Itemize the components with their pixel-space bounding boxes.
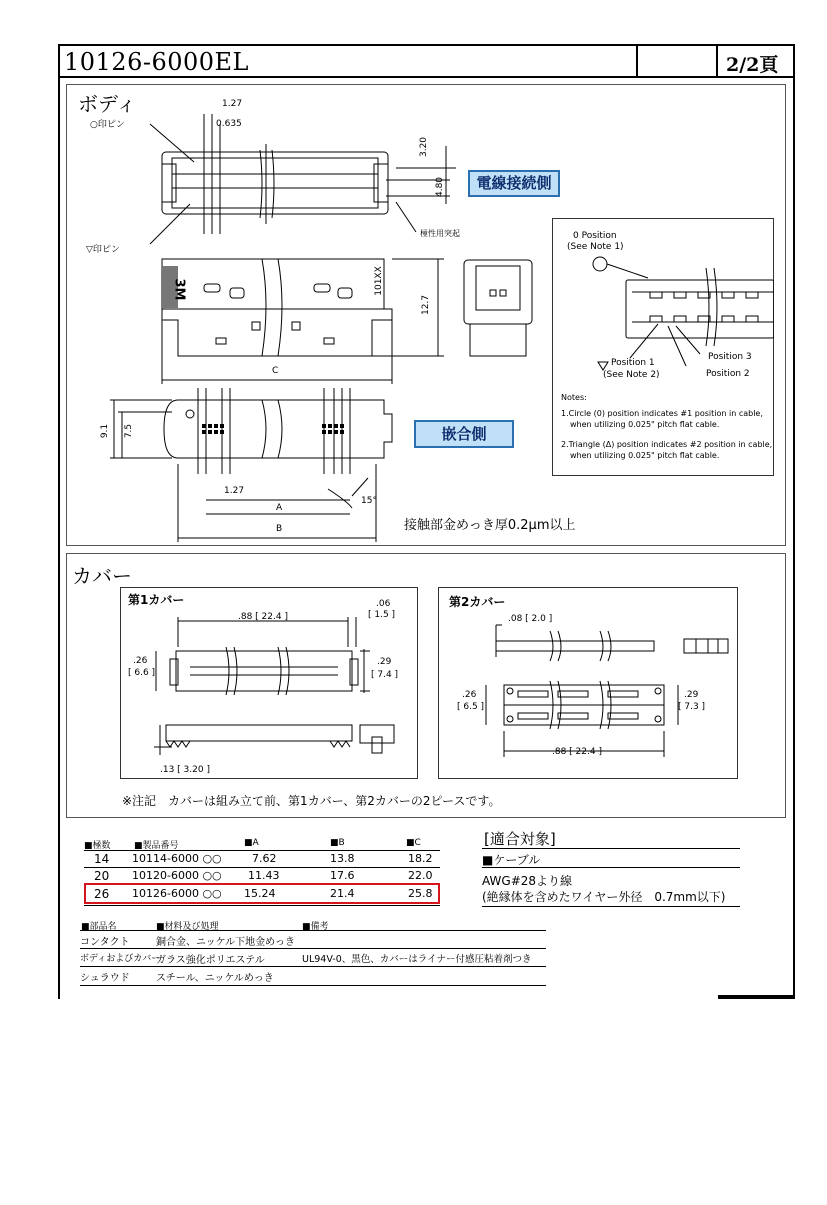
cell-a: 11.43 <box>248 869 280 882</box>
cell-c: 18.2 <box>408 852 433 865</box>
cell-part: 10120-6000 ○○ <box>132 869 222 882</box>
cell-part-name: シュラウド <box>80 973 130 984</box>
cover2-dim-88: .88 [ 22.4 ] <box>552 747 602 757</box>
cover2-dim-6-5: [ 6.5 ] <box>457 702 485 712</box>
cell-a: 15.24 <box>244 887 276 900</box>
table-row <box>80 933 546 949</box>
page-number: 2/2頁 <box>726 54 779 76</box>
marking-label: 101XX <box>373 266 384 296</box>
part-number-title: 10126-6000EL <box>64 48 249 76</box>
wire-side-label: 電線接続側 <box>468 170 560 197</box>
pitch-bottom-dim: 1.27 <box>224 486 245 496</box>
cell-part: 10114-6000 ○○ <box>132 852 222 865</box>
dim-c: C <box>272 366 279 376</box>
half-pitch-dim: 0.635 <box>216 119 242 129</box>
circle-pin-label: ○印ピン <box>90 120 125 130</box>
polarity-label: 極性用突起 <box>420 229 460 238</box>
cover1-dim-26: .26 <box>133 656 148 666</box>
size-table-header-a: ■A <box>244 838 259 848</box>
dim-4-80: 4.80 <box>435 176 446 198</box>
plating-note: 接触部金めっき厚0.2μm以上 <box>404 518 576 533</box>
angle-dim: 15° <box>361 496 377 506</box>
frame-bottom-mark <box>718 995 795 999</box>
cover1-dim-88: .88 [ 22.4 ] <box>238 612 288 622</box>
pitch-dim: 1.27 <box>222 99 243 109</box>
cover1-dim-6-6: [ 6.6 ] <box>128 668 156 678</box>
dim-9-1: 9.1 <box>100 423 111 439</box>
material-header-remarks: ■備考 <box>302 922 329 932</box>
cell-material: スチール、ニッケルめっき <box>156 973 274 984</box>
cover1-title: 第1カバー <box>128 593 185 607</box>
cell-a: 7.62 <box>252 852 277 865</box>
title-divider <box>636 44 638 78</box>
applicable-line1: AWG#28より線 <box>482 874 573 888</box>
cover2-dim-08: .08 [ 2.0 ] <box>508 614 553 624</box>
material-header-part: ■部品名 <box>81 922 117 932</box>
cell-b: 21.4 <box>330 887 355 900</box>
cell-c: 25.8 <box>408 887 433 900</box>
applicable-category: ■ケーブル <box>482 853 541 867</box>
size-table-header-c: ■C <box>406 838 421 848</box>
table-row <box>80 969 546 985</box>
table-row <box>84 868 440 884</box>
cover1-dim-06: .06 <box>376 599 391 609</box>
cover2-dim-26: .26 <box>462 690 477 700</box>
applicable-title: [適合対象] <box>484 830 556 848</box>
highlight-row-box <box>84 883 440 904</box>
cell-poles: 14 <box>94 852 110 866</box>
cell-material: ガラス強化ポリエステル <box>156 955 265 966</box>
cell-b: 17.6 <box>330 869 355 882</box>
note1-ref: (See Note 1) <box>567 242 624 252</box>
cover2-dim-29: .29 <box>684 690 699 700</box>
cover2-title: 第2カバー <box>449 595 506 609</box>
cell-c: 22.0 <box>408 869 433 882</box>
dim-3-20: 3.20 <box>419 136 430 158</box>
title-divider <box>716 44 718 78</box>
size-table-header-b: ■B <box>330 838 345 848</box>
cover1-dim-13: .13 [ 3.20 ] <box>160 765 210 775</box>
position-1-label: Position 1 <box>611 358 655 368</box>
dim-a: A <box>276 503 283 513</box>
cover-note: ※注記 カバーは組み立て前、第1カバー、第2カバーの2ピースです。 <box>122 794 501 808</box>
note-1-line-b: when utilizing 0.025" pitch flat cable. <box>570 420 720 429</box>
position-0-label: 0 Position <box>573 231 617 241</box>
cover-section-title: カバー <box>72 564 132 588</box>
cell-b: 13.8 <box>330 852 355 865</box>
mating-side-label: 嵌合側 <box>414 420 514 448</box>
applicable-rule <box>482 848 740 849</box>
cell-poles: 20 <box>94 869 110 883</box>
note-2-line-a: 2.Triangle (Δ) position indicates #2 position in cable, <box>561 440 773 449</box>
notes-title: Notes: <box>561 393 587 402</box>
dim-7-5: 7.5 <box>124 423 135 439</box>
note-2-line-b: when utilizing 0.025" pitch flat cable. <box>570 451 720 460</box>
size-table-header-poles: ■極数 <box>84 841 111 851</box>
table-row <box>84 851 440 867</box>
applicable-rule <box>482 867 740 868</box>
cell-part: 10126-6000 ○○ <box>132 887 222 900</box>
cell-part-name: コンタクト <box>80 937 130 948</box>
applicable-rule <box>482 906 740 907</box>
table-row <box>80 951 546 967</box>
cell-material: 銅合金、ニッケル下地金めっき <box>156 937 295 948</box>
cover1-dim-29: .29 <box>377 657 392 667</box>
cell-remarks: UL94V-0、黒色、カバーはライナー付感圧粘着剤つき <box>302 954 532 965</box>
applicable-line2: (絶縁体を含めたワイヤー外径 0.7mm以下) <box>482 890 726 904</box>
note2-ref: (See Note 2) <box>603 370 660 380</box>
dim-b: B <box>276 524 283 534</box>
material-rule <box>80 985 546 986</box>
position-3-label: Position 3 <box>708 352 752 362</box>
size-table-rule <box>84 905 440 906</box>
size-table-header-part: ■製品番号 <box>134 841 179 851</box>
dim-12-7: 12.7 <box>421 294 432 316</box>
cell-part-name: ボディおよびカバー <box>80 954 161 964</box>
position-2-label: Position 2 <box>706 369 750 379</box>
body-section-title: ボディ <box>78 92 137 116</box>
cell-poles: 26 <box>94 887 110 901</box>
brand-logo: 3M <box>171 278 187 301</box>
triangle-pin-label: ▽印ピン <box>86 245 120 255</box>
material-header-material: ■材料及び処理 <box>156 922 219 932</box>
cover2-dim-7-3: [ 7.3 ] <box>678 702 706 712</box>
cover1-dim-1-5: [ 1.5 ] <box>368 610 396 620</box>
cover1-dim-7-4: [ 7.4 ] <box>371 670 399 680</box>
note-1-line-a: 1.Circle (0) position indicates #1 position in cable, <box>561 409 763 418</box>
